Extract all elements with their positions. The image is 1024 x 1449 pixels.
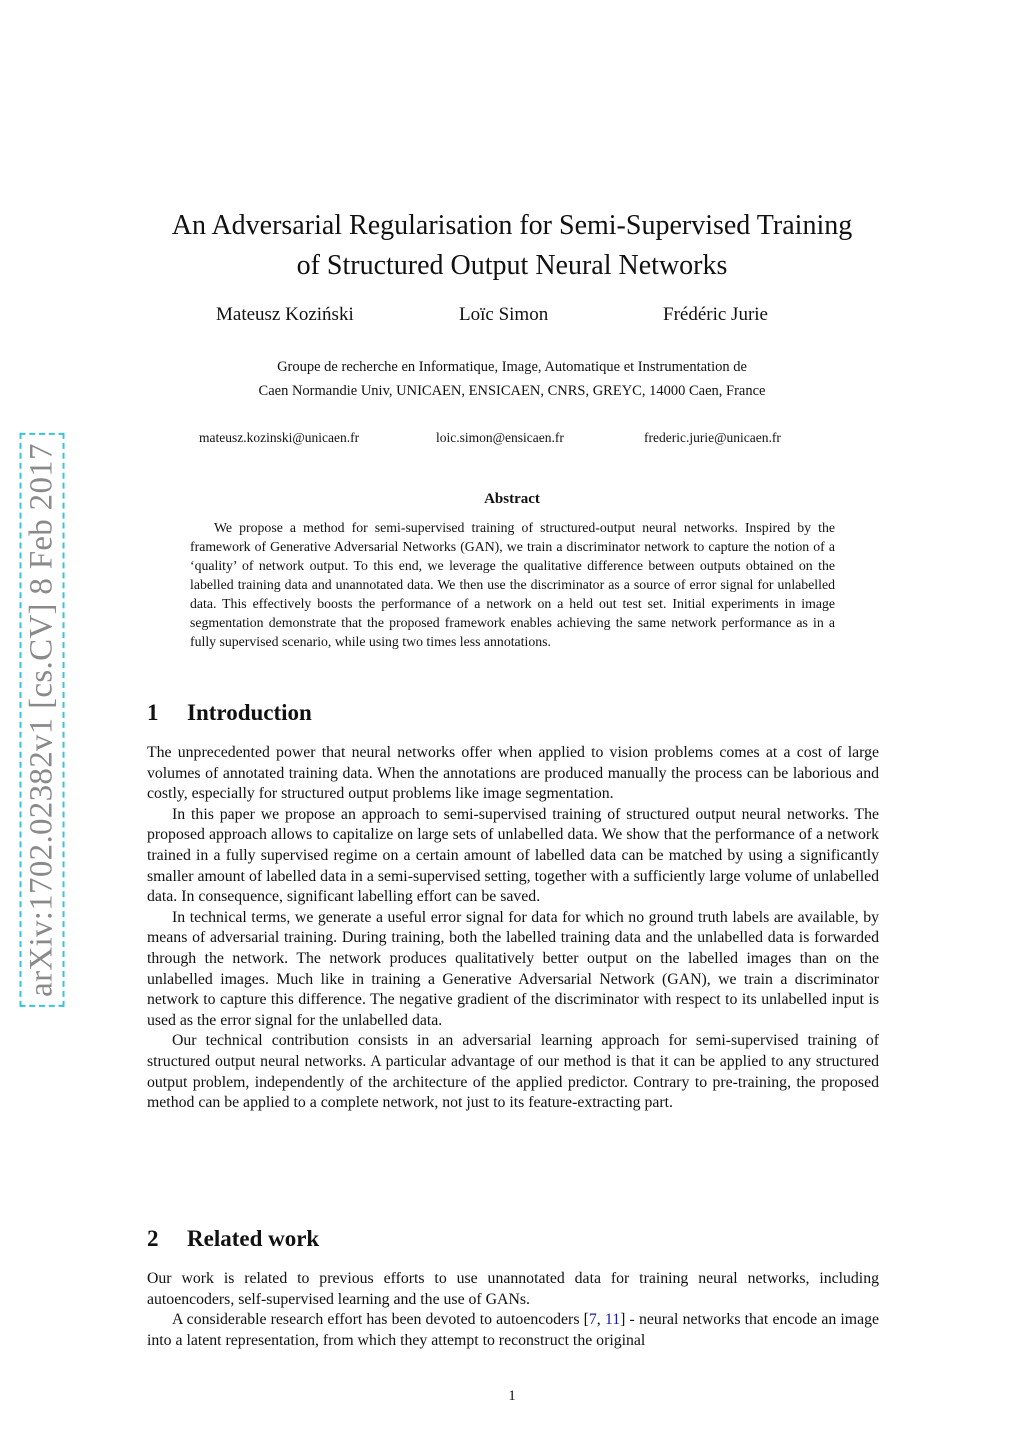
abstract-heading: Abstract [484, 491, 540, 507]
section-2-title: Related work [187, 1226, 320, 1251]
page-number: 1 [508, 1388, 516, 1404]
section-2-number: 2 [147, 1226, 159, 1251]
related-paragraph-2-end: ] - neural networks that encode an image into a latent representation, from which they attempt to reconstruct the original [147, 1311, 879, 1349]
section-2-body [147, 1269, 879, 1351]
email-1: mateusz.kozinski@unicaen.fr [199, 430, 360, 445]
citation-separator: , [596, 1311, 605, 1329]
author-2: Loïc Simon [459, 304, 549, 325]
author-3: Frédéric Jurie [663, 304, 768, 325]
intro-paragraph-4: Our technical contribution consists in an adversarial learning approach for semi-supervised training of structured output neural networks. A particular advantage of our method is that it can be applied to any structured output problem, independently of the architecture of the applied predictor. Contrary to pre-training, the proposed method can be applied to a complete network, not just to its feature-extracting part. [147, 1032, 879, 1112]
paper-title [120, 206, 904, 286]
section-1-heading [147, 700, 312, 726]
email-2: loic.simon@ensicaen.fr [436, 430, 564, 445]
abstract-text: We propose a method for semi-supervised training of structured-output neural networks. Inspired by the framework of Generative Adversarial Networks (GAN), we train a discriminator network to capture the notion of a ‘quality’ of network output. To this end, we leverage the qualitative difference between outputs obtained on the labelled training data and unannotated data. We then use the discriminator as a source of error signal for unlabelled data. This effectively boosts the performance of a network on a held out test set. Initial experiments in image segmentation demonstrate that the proposed framework enables achieving the same network performance as in a fully supervised scenario, while using two times less annotations. [190, 520, 835, 649]
related-paragraph-1: Our work is related to previous efforts to use unannotated data for training neural networks, including autoencoders, self-supervised learning and the use of GANs. [147, 1270, 879, 1308]
intro-paragraph-1: The unprecedented power that neural networks offer when applied to vision problems comes at a cost of large volumes of annotated training data. When the annotations are produced manually the process can be laborious and costly, especially for structured output problems like image segmentation. [147, 744, 879, 803]
related-paragraph-2 [147, 1310, 879, 1351]
citation-link-7[interactable]: 7 [588, 1311, 597, 1329]
title-line-2: of Structured Output Neural Networks [296, 250, 728, 281]
section-2-heading [147, 1226, 319, 1252]
intro-paragraph-2: In this paper we propose an approach to semi-supervised training of structured output neural networks. The proposed approach allows to capitalize on large sets of unlabelled data. We show that the performance of a network trained in a fully supervised regime on a certain amount of labelled data can be matched by using a significantly smaller amount of labelled data in a semi-supervised setting, together with a sufficiently large volume of unlabelled data. In consequence, significant labelling effort can be saved. [147, 805, 879, 906]
email-3: frederic.jurie@unicaen.fr [644, 430, 781, 445]
related-paragraph-2-start: A considerable research effort has been devoted to autoencoders [ [172, 1311, 589, 1329]
email-list [0, 430, 1024, 450]
section-1-number: 1 [147, 700, 159, 725]
section-1-body [147, 743, 879, 1114]
author-list [0, 304, 1024, 330]
intro-paragraph-3: In technical terms, we generate a useful error signal for data for which no ground truth labels are available, by means of adversarial training. During training, both the labelled training data and the unlabelled data is forwarded through the network. The network produces qualitatively better output on the labelled images than on the unlabelled images. Much like in training a Generative Adversarial Network (GAN), we train a discriminator network to capture this difference. The negative gradient of the discriminator with respect to its unlabelled input is used as the error signal for the unlabelled data. [147, 908, 879, 1029]
author-1: Mateusz Koziński [216, 304, 354, 325]
affiliation-line-2: Caen Normandie Univ, UNICAEN, ENSICAEN, CNRS, GREYC, 14000 Caen, France [258, 383, 766, 399]
section-1-title: Introduction [187, 700, 312, 725]
affiliation-line-1: Groupe de recherche en Informatique, Image, Automatique et Instrumentation de [277, 359, 747, 375]
affiliation [150, 355, 874, 403]
arxiv-identifier-stamp: arXiv:1702.02382v1 [cs.CV] 8 Feb 2017 [20, 433, 65, 1007]
citation-link-11[interactable]: 11 [604, 1311, 621, 1329]
title-line-1: An Adversarial Regularisation for Semi-Supervised Training [171, 210, 853, 241]
